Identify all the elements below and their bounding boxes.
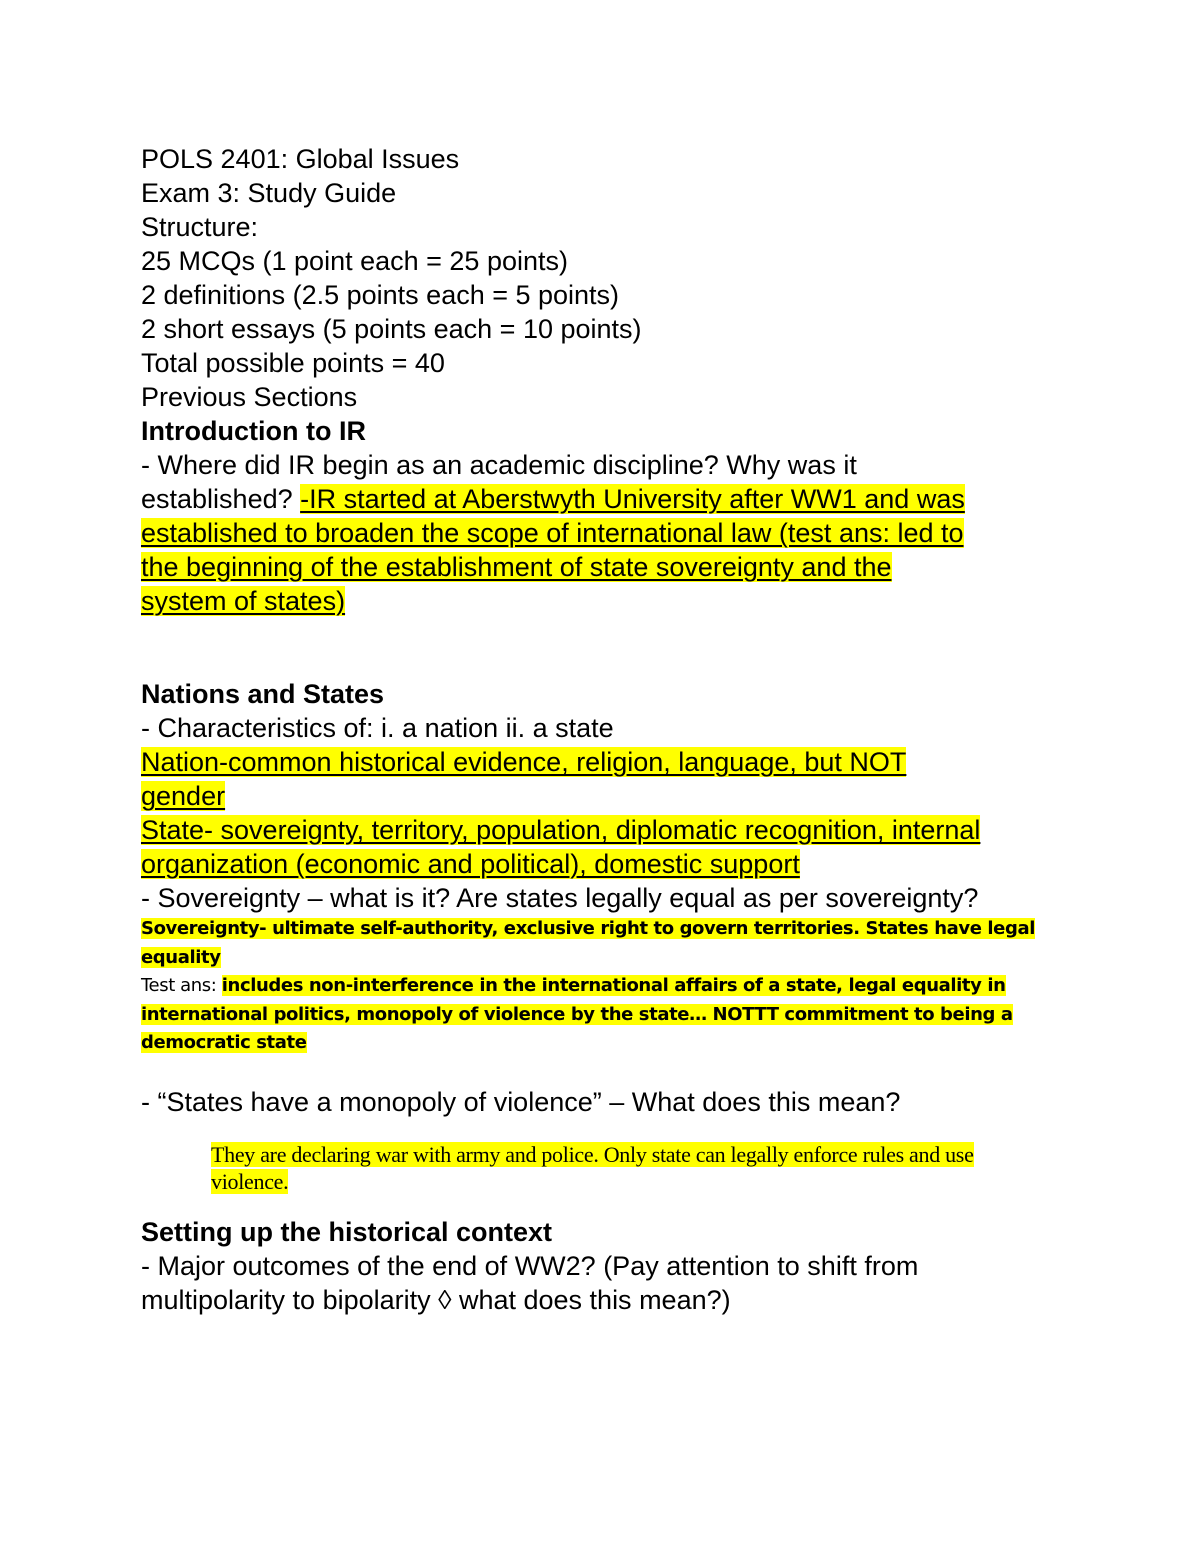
history-question-line-1: - Major outcomes of the end of WW2? (Pay attention to shift from [141, 1250, 919, 1281]
note-after-spacer [141, 1195, 1061, 1215]
intro-answer-line-4: system of states) [141, 586, 346, 616]
sovereignty-question: - Sovereignty – what is it? Are states legally equal as per sovereignty? [141, 883, 979, 913]
state-answer-row-1 [141, 813, 1061, 847]
intro-question-line-2 [141, 482, 1061, 516]
nation-answer-row-1 [141, 745, 1061, 779]
note-spacer [141, 1119, 1061, 1141]
study-guide-content [141, 142, 1061, 1317]
intro-answer-line-2-row [141, 516, 1061, 550]
sovereignty-answer-line-2: equality [141, 946, 221, 968]
section-heading-intro: Introduction to IR [141, 416, 366, 446]
nation-answer-line-1: Nation-common historical evidence, religion, language, but NOT [141, 747, 907, 777]
monopoly-answer-line-2: violence. [211, 1168, 289, 1194]
state-answer-row-2 [141, 847, 1061, 881]
course-title: POLS 2401: Global Issues [141, 144, 460, 174]
structure-item-mcq: 25 MCQs (1 point each = 25 points) [141, 246, 568, 276]
history-question-line-2: multipolarity to bipolarity ◊ what does this mean?) [141, 1284, 731, 1315]
section-heading-nations: Nations and States [141, 679, 385, 709]
intro-answer-line-2: established to broaden the scope of international law (test ans: led to [141, 518, 964, 548]
intro-answer-line-1: -IR started at Aberstwyth University after WW1 and was [300, 484, 965, 514]
section-heading-history: Setting up the historical context [141, 1216, 553, 1247]
sovereignty-answer-row-2 [141, 944, 1061, 973]
section-spacer [141, 618, 1061, 677]
intro-question-end: established? [141, 484, 301, 514]
exam-title: Exam 3: Study Guide [141, 178, 397, 208]
previous-sections-label: Previous Sections [141, 382, 358, 412]
nation-answer-row-2 [141, 779, 1061, 813]
test-ans-line-2: international politics, monopoly of violence by the state… NOTTT commitment to being a [141, 1003, 1013, 1025]
structure-item-essays: 2 short essays (5 points each = 10 points) [141, 314, 642, 344]
sovereignty-answer-line-1: Sovereignty- ultimate self-authority, exclusive right to govern territories. States have legal [141, 918, 1035, 939]
sovereignty-answer-row-1 [141, 915, 1061, 944]
test-ans-line-3: democratic state [141, 1032, 307, 1053]
state-answer-line-2: organization (economic and political), domestic support [141, 849, 800, 879]
test-ans-row-1 [141, 972, 1061, 1001]
test-ans-row-2 [141, 1001, 1061, 1030]
monopoly-answer-line-1: They are declaring war with army and police. Only state can legally enforce rules and use [211, 1141, 974, 1167]
intro-answer-line-3: the beginning of the establishment of state sovereignty and the [141, 552, 892, 582]
paragraph-spacer [141, 1058, 1061, 1085]
intro-answer-line-4-row [141, 584, 1061, 618]
structure-label: Structure: [141, 212, 259, 242]
test-ans-line-1: includes non-interference in the international affairs of a state, legal equality in [221, 975, 1006, 996]
structure-item-definitions: 2 definitions (2.5 points each = 5 points) [141, 280, 620, 310]
state-answer-line-1: State- sovereignty, territory, population, diplomatic recognition, internal [141, 815, 981, 845]
monopoly-answer-row-1 [211, 1141, 1071, 1168]
test-ans-row-3 [141, 1029, 1061, 1058]
nation-answer-line-2: gender [141, 781, 226, 811]
nations-question: - Characteristics of: i. a nation ii. a state [141, 713, 614, 743]
intro-answer-line-3-row [141, 550, 1061, 584]
monopoly-question: - “States have a monopoly of violence” – What does this mean? [141, 1086, 901, 1117]
intro-question-line-1: - Where did IR begin as an academic discipline? Why was it [141, 450, 857, 480]
structure-item-total: Total possible points = 40 [141, 348, 445, 378]
test-ans-label: Test ans: [141, 975, 222, 996]
monopoly-answer-row-2 [211, 1168, 1071, 1195]
